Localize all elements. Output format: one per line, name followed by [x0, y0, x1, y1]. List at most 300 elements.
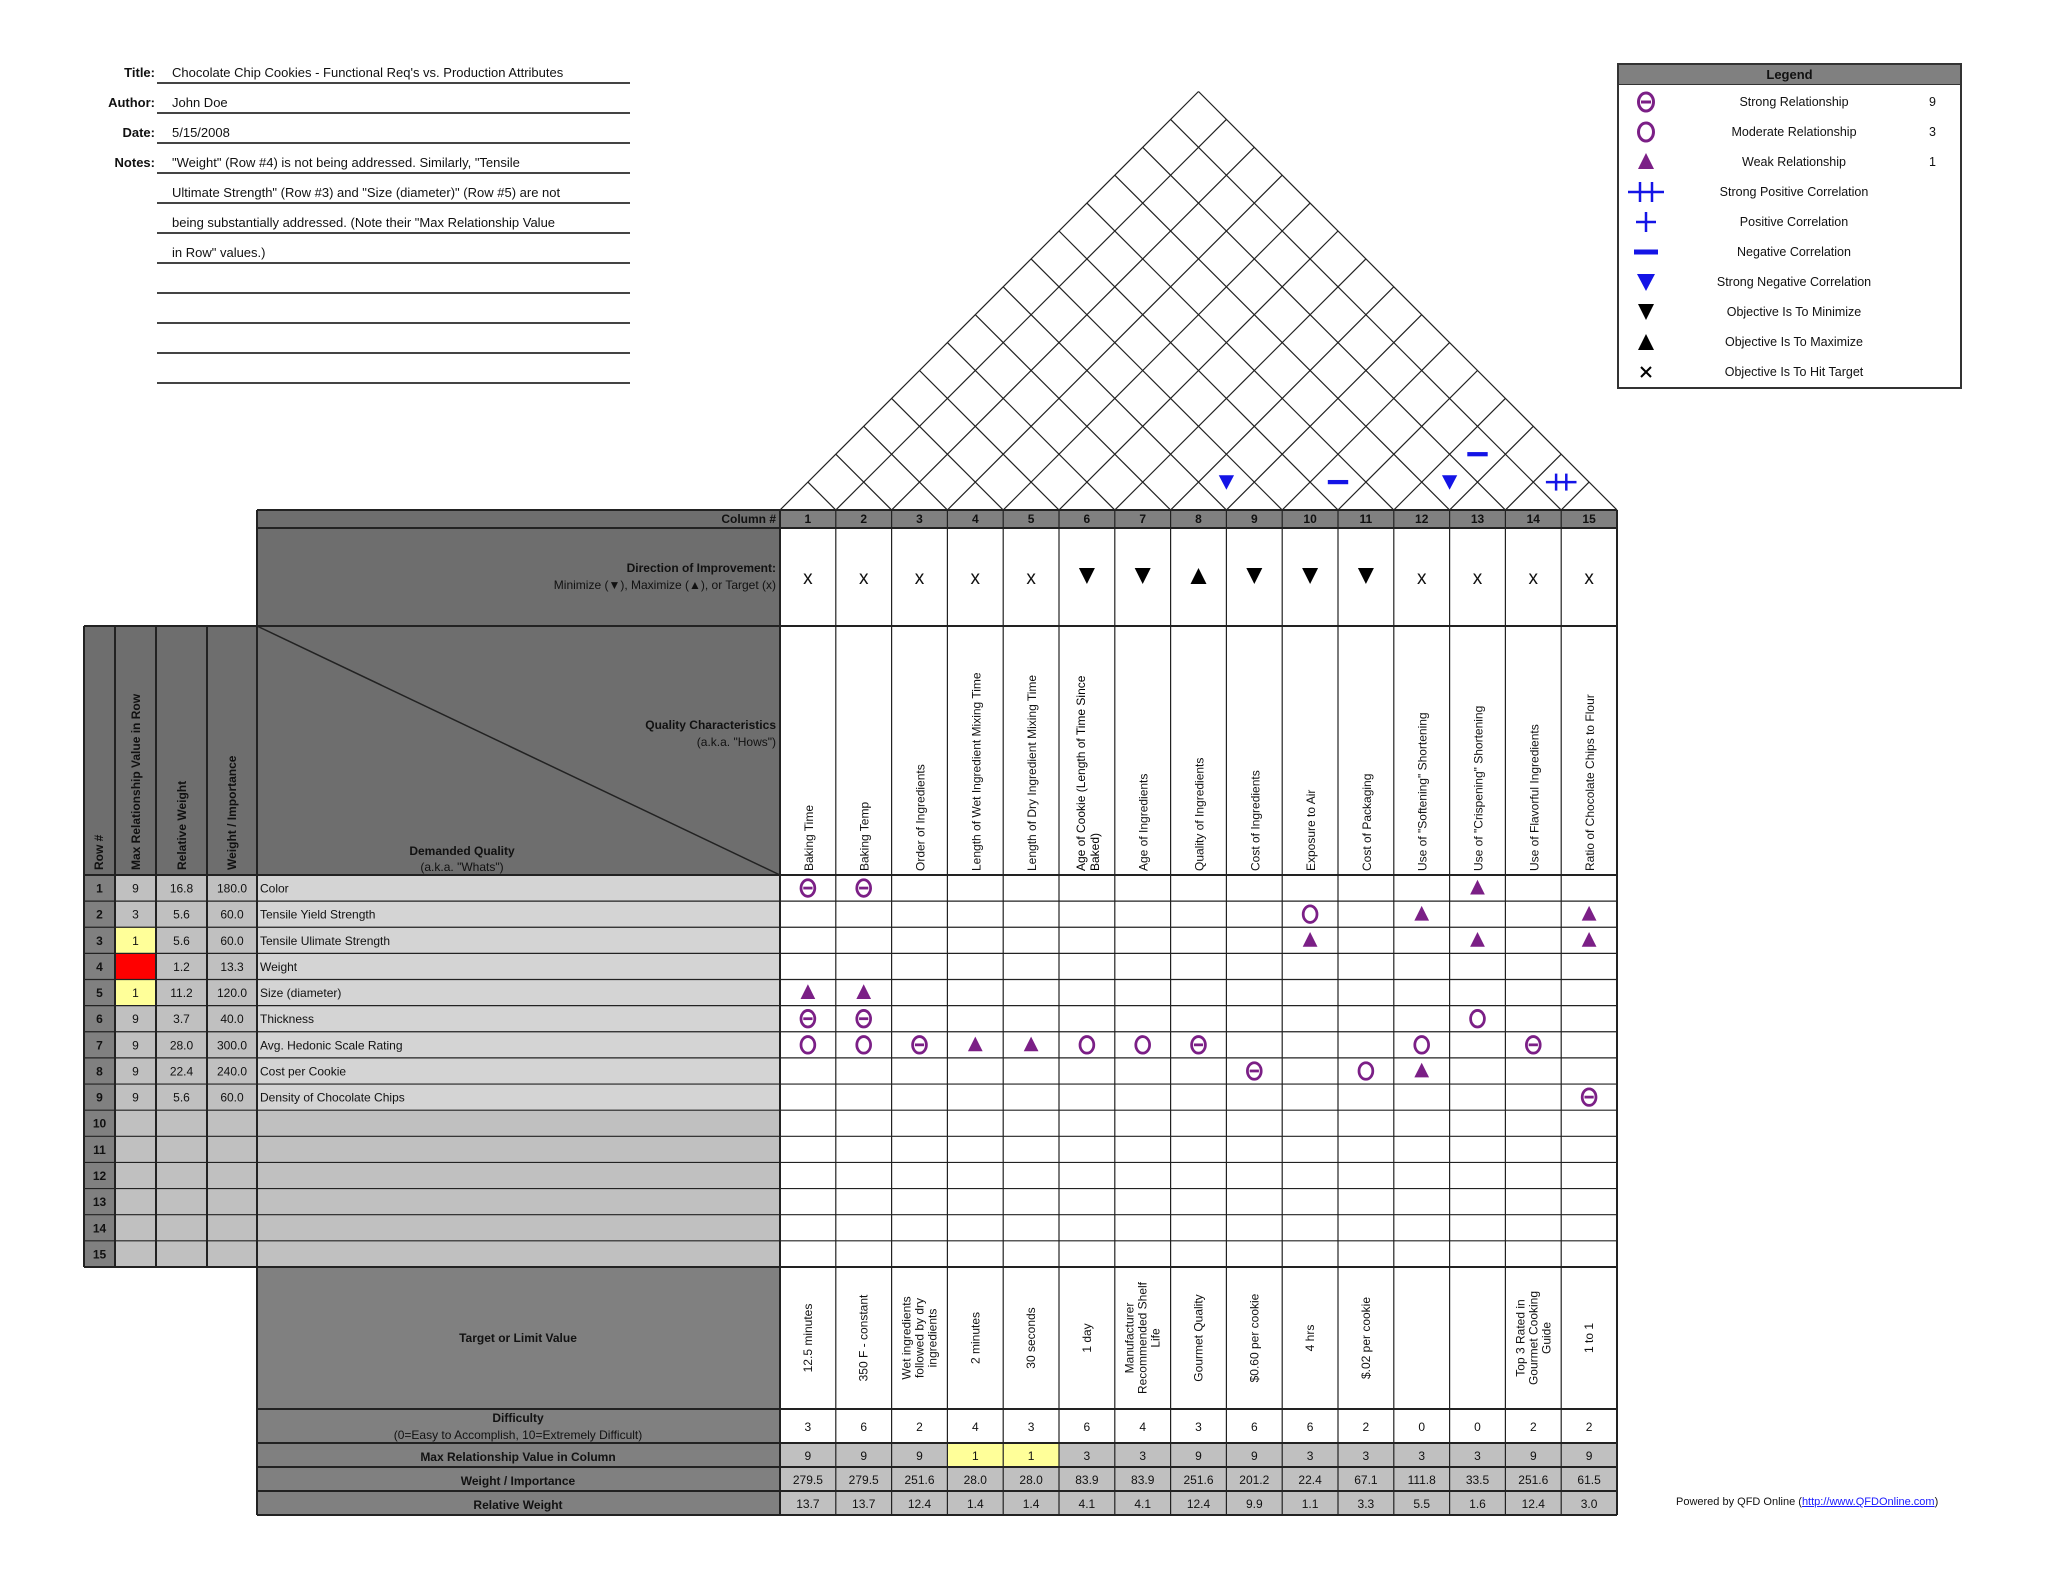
moderate-relationship-icon [801, 1037, 815, 1054]
difficulty-value: 2 [1585, 1420, 1593, 1434]
quality-characteristic-line: Age of Cookie (Length of Time Since [1073, 675, 1088, 871]
roof-gridline [1199, 92, 1618, 511]
column-number: 12 [1415, 512, 1429, 526]
legend-value: 9 [1929, 95, 1936, 109]
difficulty-value: 6 [1306, 1420, 1314, 1434]
weight-importance-value: 83.9 [1075, 1473, 1099, 1487]
weight-row-value: 300.0 [216, 1038, 248, 1053]
weak-relationship-icon [1582, 906, 1597, 921]
table-row [96, 1010, 1484, 1027]
table-row [93, 1117, 107, 1131]
relative-weight-value: 12.4 [907, 1497, 932, 1511]
quality-characteristic: Baking Temp [857, 801, 872, 871]
title-label: Title: [124, 65, 155, 80]
difficulty-value: 0 [1418, 1420, 1426, 1434]
table-row [96, 906, 1596, 923]
target-value: Manufacturer [1122, 1302, 1137, 1374]
strong-negative-icon [1219, 475, 1234, 489]
relative-weight-value: 9.9 [1245, 1497, 1263, 1511]
max-rel-column-value: 3 [1139, 1449, 1147, 1463]
legend-value: 1 [1929, 155, 1936, 169]
row-number: 14 [92, 1221, 107, 1236]
minimize-icon [1135, 568, 1151, 584]
relative-weight-row-value: 1.2 [173, 959, 190, 974]
target-icon [1584, 568, 1594, 589]
target-icon [859, 568, 869, 589]
max-rel-column-value: 9 [1250, 1449, 1258, 1463]
target-value: Gourmet Quality [1191, 1294, 1206, 1382]
negative-icon [1328, 480, 1348, 484]
table-row [96, 932, 1596, 948]
roof-gridline [1450, 426, 1534, 510]
column-number: 15 [1582, 512, 1596, 526]
table-row [93, 1195, 107, 1209]
target-value: Recommended Shelf [1135, 1281, 1150, 1395]
max-rel-column-value: 9 [804, 1449, 812, 1463]
max-rel-column-value: 9 [916, 1449, 923, 1463]
legend-label: Objective Is To Maximize [1724, 335, 1863, 349]
target-icon [1473, 568, 1483, 589]
demanded-quality-item: Avg. Hedonic Scale Rating [260, 1038, 403, 1053]
relative-weight-value: 1.4 [1022, 1497, 1040, 1511]
strong-icon [1626, 87, 1666, 117]
max-rel-column-value: 9 [1195, 1449, 1202, 1463]
target-icon [915, 568, 925, 589]
roof-gridline [1031, 259, 1282, 510]
target-icon [1417, 568, 1427, 589]
quality-characteristic: Use of "Crispening" Shortening [1471, 705, 1486, 871]
legend-item-moderate [1619, 117, 1960, 147]
target-value: 4 hrs [1303, 1324, 1318, 1352]
moderate-relationship-icon [1303, 906, 1317, 923]
author-value: John Doe [172, 95, 228, 110]
target-value: Wet ingredients [899, 1296, 914, 1380]
legend-label: Negative Correlation [1737, 245, 1851, 259]
strong-positive-icon [1626, 177, 1666, 207]
legend-label: Weak Relationship [1742, 155, 1846, 169]
max-rel-row-value: 3 [132, 907, 139, 922]
relative-weight-row-label: Relative Weight [473, 1498, 563, 1512]
strong-positive-icon [1546, 474, 1577, 491]
target-icon [1626, 357, 1666, 387]
legend-item-strong-negative [1619, 267, 1960, 297]
legend-item-weak [1619, 147, 1960, 177]
difficulty-value: 3 [804, 1420, 812, 1434]
row-alert-cell [115, 953, 156, 979]
quality-characteristic: Baking Time [801, 804, 816, 871]
max-rel-row-value: 9 [132, 1012, 139, 1027]
relative-weight-value: 13.7 [796, 1497, 820, 1511]
direction-target: x [1416, 568, 1427, 589]
relative-weight-row-value: 3.7 [173, 1012, 190, 1027]
column-number: 14 [1526, 512, 1540, 526]
moderate-relationship-icon [1136, 1037, 1150, 1054]
relative-weight-row-value: 5.6 [173, 1090, 190, 1105]
difficulty-value: 2 [1362, 1420, 1370, 1434]
target-value: Guide [1539, 1321, 1554, 1355]
roof-gridline [864, 426, 948, 510]
legend-label: Positive Correlation [1739, 215, 1849, 229]
moderate-icon [1626, 117, 1666, 147]
max-rel-column-value: 3 [1083, 1449, 1091, 1463]
max-rel-column-value: 1 [971, 1449, 979, 1463]
max-rel-row-value: 9 [132, 1064, 139, 1079]
correlation-roof [780, 92, 1617, 511]
table-row [93, 1221, 107, 1235]
target-value: 1 to 1 [1582, 1322, 1597, 1354]
weak-relationship-icon [856, 984, 871, 999]
row-number: 11 [93, 1142, 106, 1157]
max-rel-row-header: Max Relationship Value in Row [129, 693, 143, 870]
weak-relationship-icon [1024, 1037, 1039, 1052]
powered-by [1676, 1496, 1938, 1508]
max-rel-column-value: 9 [1529, 1449, 1537, 1463]
powered-by-close: ) [1934, 1496, 1939, 1508]
target-value: 1 day [1079, 1323, 1094, 1353]
strong-negative-icon [1626, 267, 1666, 297]
direction-target: x [858, 568, 869, 589]
row-number: 3 [96, 933, 103, 948]
negative-icon [1626, 237, 1666, 267]
quality-characteristic: Exposure to Air [1304, 789, 1319, 871]
demanded-quality-item: Weight [260, 959, 298, 974]
weak-relationship-icon [1414, 906, 1429, 921]
strong-relationship-icon [1582, 1089, 1596, 1106]
legend-label: Objective Is To Minimize [1726, 305, 1862, 319]
demanded-quality-title: Demanded Quality [409, 844, 515, 858]
weight-importance-header: Weight / Importance [225, 755, 239, 870]
target-value: 2 minutes [968, 1311, 983, 1365]
table-row [96, 1089, 1596, 1106]
quality-characteristic: Length of Wet Ingredient Mixing Time [969, 672, 984, 871]
row-number: 10 [92, 1116, 107, 1131]
quality-characteristic: Cost of Packaging [1359, 773, 1374, 871]
weight-row-value: 60.0 [220, 907, 244, 922]
strong-relationship-icon [801, 880, 815, 897]
minimize-icon [1079, 568, 1095, 584]
direction-target: x [1584, 568, 1594, 589]
target-icon [1529, 568, 1539, 589]
column-number: 13 [1470, 512, 1485, 526]
row-number: 13 [92, 1195, 107, 1210]
weight-row-value: 13.3 [220, 959, 244, 974]
weight-row-value: 120.0 [216, 986, 248, 1001]
demanded-quality-subtitle: (a.k.a. "Whats") [420, 860, 504, 874]
direction-target: x [1528, 568, 1539, 589]
weight-importance-value: 28.0 [1019, 1473, 1043, 1487]
difficulty-value: 2 [916, 1420, 923, 1434]
direction-header [257, 528, 780, 626]
moderate-relationship-icon [1359, 1063, 1373, 1080]
row-number: 8 [96, 1064, 103, 1079]
quality-characteristic: Ratio of Chocolate Chips to Flour [1583, 694, 1598, 871]
legend-label: Strong Negative Correlation [1716, 275, 1872, 289]
weight-importance-value: 61.5 [1577, 1473, 1601, 1487]
difficulty-value: 6 [860, 1420, 868, 1434]
relative-weight-value: 12.4 [1521, 1497, 1545, 1511]
roof-gridline [1115, 259, 1366, 510]
target-value: 30 seconds [1024, 1307, 1039, 1369]
legend-label: Moderate Relationship [1731, 125, 1857, 139]
max-rel-column-value: 3 [1474, 1449, 1481, 1463]
target-value: followed by dry [912, 1297, 927, 1379]
max-rel-row-value: 1 [132, 986, 139, 1001]
notes-line: "Weight" (Row #4) is not being addressed. Similarly, "Tensile [172, 155, 520, 170]
weak-relationship-icon [1414, 1063, 1429, 1078]
moderate-relationship-icon [1080, 1037, 1094, 1054]
qfdonline-link[interactable]: http://www.QFDOnline.com [1801, 1496, 1935, 1508]
weak-relationship-icon [1582, 932, 1597, 947]
table-row [96, 1037, 1540, 1054]
direction-title: Direction of Improvement: [626, 561, 776, 575]
column-number: 10 [1303, 512, 1317, 526]
strong-relationship-icon [857, 1010, 871, 1027]
direction-subtitle: Minimize (▼), Maximize (▲), or Target (x) [553, 578, 776, 592]
max-rel-column-value: 9 [860, 1449, 868, 1463]
legend-item-strong [1619, 87, 1960, 117]
row-number: 12 [92, 1168, 107, 1183]
strong-negative-icon [1442, 475, 1457, 489]
relative-weight-value: 3.3 [1357, 1497, 1375, 1511]
title-value: Chocolate Chip Cookies - Functional Req's vs. Production Attributes [172, 65, 564, 80]
direction-target: x [1472, 568, 1483, 589]
roof-gridline [1143, 147, 1506, 510]
max-rel-row-value: 9 [132, 881, 139, 896]
max-rel-column-value: 9 [1585, 1449, 1593, 1463]
difficulty-value: 3 [1027, 1420, 1035, 1434]
column-number: 2 [860, 512, 868, 526]
direction-target: x [914, 568, 925, 589]
weight-row-value: 60.0 [220, 1090, 244, 1105]
demanded-quality-item: Color [260, 881, 289, 896]
table-row [93, 1169, 107, 1183]
max-rel-column-label: Max Relationship Value in Column [420, 1450, 616, 1464]
weight-importance-value: 251.6 [904, 1473, 935, 1487]
row-number: 15 [92, 1247, 107, 1262]
column-number: 3 [916, 512, 923, 526]
weak-relationship-icon [1470, 880, 1485, 895]
column-number: 9 [1250, 512, 1258, 526]
notes-line: Ultimate Strength" (Row #3) and "Size (diameter)" (Row #5) are not [172, 185, 561, 200]
column-number: 1 [804, 512, 812, 526]
notes-line: being substantially addressed. (Note their "Max Relationship Value [172, 215, 556, 230]
roof-gridline [808, 482, 836, 510]
table-row [93, 1247, 107, 1261]
moderate-relationship-icon [857, 1037, 871, 1054]
relative-weight-row-value: 22.4 [169, 1064, 194, 1079]
quality-characteristic: Use of Flavorful Ingredients [1527, 724, 1542, 871]
minimize-icon [1358, 568, 1374, 584]
row-number: 4 [96, 959, 103, 974]
direction-target: x [970, 568, 981, 589]
difficulty-label: Difficulty [492, 1411, 544, 1425]
target-value: Gourmet Cooking [1526, 1290, 1541, 1386]
weight-importance-value: 33.5 [1465, 1473, 1490, 1487]
weight-importance-value: 251.6 [1183, 1473, 1214, 1487]
target-value: $.02 per cookie [1358, 1296, 1373, 1380]
difficulty-value: 0 [1474, 1420, 1481, 1434]
weight-row-value: 60.0 [220, 933, 244, 948]
weight-importance-value: 279.5 [792, 1473, 823, 1487]
strong-relationship-icon [1247, 1063, 1261, 1080]
difficulty-value: 2 [1529, 1420, 1537, 1434]
target-value: 350 F - constant [856, 1294, 871, 1382]
relative-weight-header: Relative Weight [175, 780, 189, 870]
minimize-icon [1246, 568, 1262, 584]
demanded-quality-item: Size (diameter) [260, 986, 342, 1001]
quality-characteristic [1074, 675, 1102, 871]
weak-icon [1626, 147, 1666, 177]
column-number: 5 [1027, 512, 1035, 526]
relative-weight-value: 12.4 [1186, 1497, 1211, 1511]
target-value: ingredients [925, 1308, 940, 1368]
weight-importance-value: 22.4 [1298, 1473, 1322, 1487]
strong-relationship-icon [801, 1010, 815, 1027]
legend-value: 3 [1929, 125, 1936, 139]
relative-weight-row-value: 5.6 [173, 907, 190, 922]
strong-relationship-icon [1192, 1037, 1206, 1054]
row-number-header: Row # [92, 834, 106, 870]
relative-weight-value: 1.1 [1301, 1497, 1319, 1511]
row-number: 1 [96, 881, 103, 896]
weak-relationship-icon [968, 1037, 983, 1052]
legend-item-maximize [1619, 327, 1960, 357]
row-number: 7 [96, 1038, 103, 1053]
powered-by-text: Powered by QFD Online ( [1676, 1496, 1802, 1508]
legend-label: Strong Positive Correlation [1719, 185, 1869, 199]
column-number: 4 [971, 512, 979, 526]
weight-row-value: 180.0 [216, 881, 248, 896]
moderate-relationship-icon [1415, 1037, 1429, 1054]
direction-target: x [803, 568, 813, 589]
target-value: 12.5 minutes [800, 1303, 815, 1373]
row-number: 5 [96, 986, 103, 1001]
max-rel-column-value: 1 [1027, 1449, 1035, 1463]
legend-item-negative [1619, 237, 1960, 267]
weight-importance-value: 67.1 [1354, 1473, 1378, 1487]
date-label: Date: [122, 125, 155, 140]
column-number: 11 [1359, 512, 1373, 526]
weight-importance-row-label: Weight / Importance [460, 1474, 576, 1488]
roof-gridline [780, 92, 1199, 511]
weight-importance-value: 83.9 [1131, 1473, 1155, 1487]
maximize-icon [1626, 327, 1666, 357]
weight-importance-value: 279.5 [848, 1473, 879, 1487]
legend-label: Objective Is To Hit Target [1724, 365, 1864, 379]
column-number: 8 [1195, 512, 1202, 526]
column-number: 7 [1139, 512, 1147, 526]
positive-icon [1626, 207, 1666, 237]
legend-item-positive [1619, 207, 1960, 237]
target-value: Life [1148, 1328, 1163, 1348]
notes-label: Notes: [114, 155, 155, 170]
weight-importance-value: 251.6 [1518, 1473, 1549, 1487]
weight-importance-value: 28.0 [963, 1473, 987, 1487]
relative-weight-value: 1.4 [966, 1497, 984, 1511]
relative-weight-value: 4.1 [1134, 1497, 1152, 1511]
quality-characteristic: Length of Dry Ingredient Mixing Time [1025, 674, 1040, 871]
max-rel-row-value: 9 [132, 1090, 139, 1105]
target-icon [971, 568, 981, 589]
quality-characteristics-subtitle: (a.k.a. "Hows") [696, 735, 776, 749]
weight-importance-value: 111.8 [1407, 1473, 1436, 1487]
demanded-quality-item: Tensile Ulimate Strength [260, 933, 391, 948]
strong-relationship-icon [857, 880, 871, 897]
quality-characteristic: Age of Ingredients [1136, 773, 1151, 871]
legend [1617, 63, 1962, 389]
roof-gridline [1338, 371, 1478, 511]
roof-gridline [1087, 203, 1394, 510]
minimize-icon [1626, 297, 1666, 327]
max-rel-row-value: 1 [132, 933, 139, 948]
target-value: $0.60 per cookie [1247, 1293, 1262, 1383]
weak-relationship-icon [801, 984, 816, 999]
demanded-quality-item: Cost per Cookie [260, 1064, 347, 1079]
column-number-label: Column # [721, 512, 776, 526]
relative-weight-value: 5.5 [1413, 1497, 1431, 1511]
relative-weight-value: 1.6 [1469, 1497, 1486, 1511]
difficulty-value: 4 [1139, 1420, 1147, 1434]
roof-gridline [975, 315, 1170, 510]
moderate-relationship-icon [1471, 1010, 1485, 1027]
roof-gridline [1003, 203, 1310, 510]
weight-row-value: 40.0 [220, 1012, 244, 1027]
difficulty-sublabel: (0=Easy to Accomplish, 10=Extremely Difficult) [393, 1428, 643, 1442]
strong-relationship-icon [913, 1037, 927, 1054]
column-number: 6 [1083, 512, 1091, 526]
strong-relationship-icon [1526, 1037, 1540, 1054]
demanded-quality-item: Thickness [260, 1012, 315, 1027]
quality-characteristic: Order of Ingredients [913, 764, 928, 871]
column-number-header [257, 510, 780, 528]
difficulty-value: 6 [1083, 1420, 1091, 1434]
legend-item-minimize [1619, 297, 1960, 327]
weight-importance-value: 201.2 [1239, 1473, 1270, 1487]
author-label: Author: [108, 95, 155, 110]
target-icon [1026, 568, 1036, 589]
legend-item-target [1619, 357, 1960, 387]
roof-gridline [1226, 315, 1421, 510]
max-rel-column-value: 3 [1362, 1449, 1370, 1463]
max-rel-row-value: 9 [132, 1038, 139, 1053]
difficulty-value: 3 [1195, 1420, 1202, 1434]
date-value: 5/15/2008 [172, 125, 230, 140]
weak-relationship-icon [1470, 932, 1485, 947]
legend-label: Strong Relationship [1739, 95, 1849, 109]
legend-title: Legend [1619, 65, 1960, 85]
difficulty-value: 4 [971, 1420, 979, 1434]
roof-gridline [892, 147, 1255, 510]
weak-relationship-icon [1303, 932, 1318, 947]
weight-row-value: 240.0 [216, 1064, 248, 1079]
minimize-icon [1302, 568, 1318, 584]
quality-characteristic: Cost of Ingredients [1248, 770, 1263, 871]
row-number: 6 [96, 1012, 103, 1027]
relative-weight-value: 3.0 [1580, 1497, 1598, 1511]
legend-item-strong-positive [1619, 177, 1960, 207]
difficulty-value: 6 [1250, 1420, 1258, 1434]
max-rel-column-value: 3 [1306, 1449, 1314, 1463]
row-number: 9 [96, 1090, 103, 1105]
row-number: 2 [96, 907, 103, 922]
quality-characteristic: Quality of Ingredients [1192, 757, 1207, 871]
quality-characteristic-line: Baked) [1087, 832, 1102, 871]
maximize-icon [1191, 568, 1207, 584]
relative-weight-value: 13.7 [852, 1497, 876, 1511]
relative-weight-row-value: 28.0 [169, 1038, 194, 1053]
relative-weight-row-value: 11.2 [170, 986, 193, 1001]
quality-characteristic: Use of "Softening" Shortening [1415, 712, 1430, 871]
